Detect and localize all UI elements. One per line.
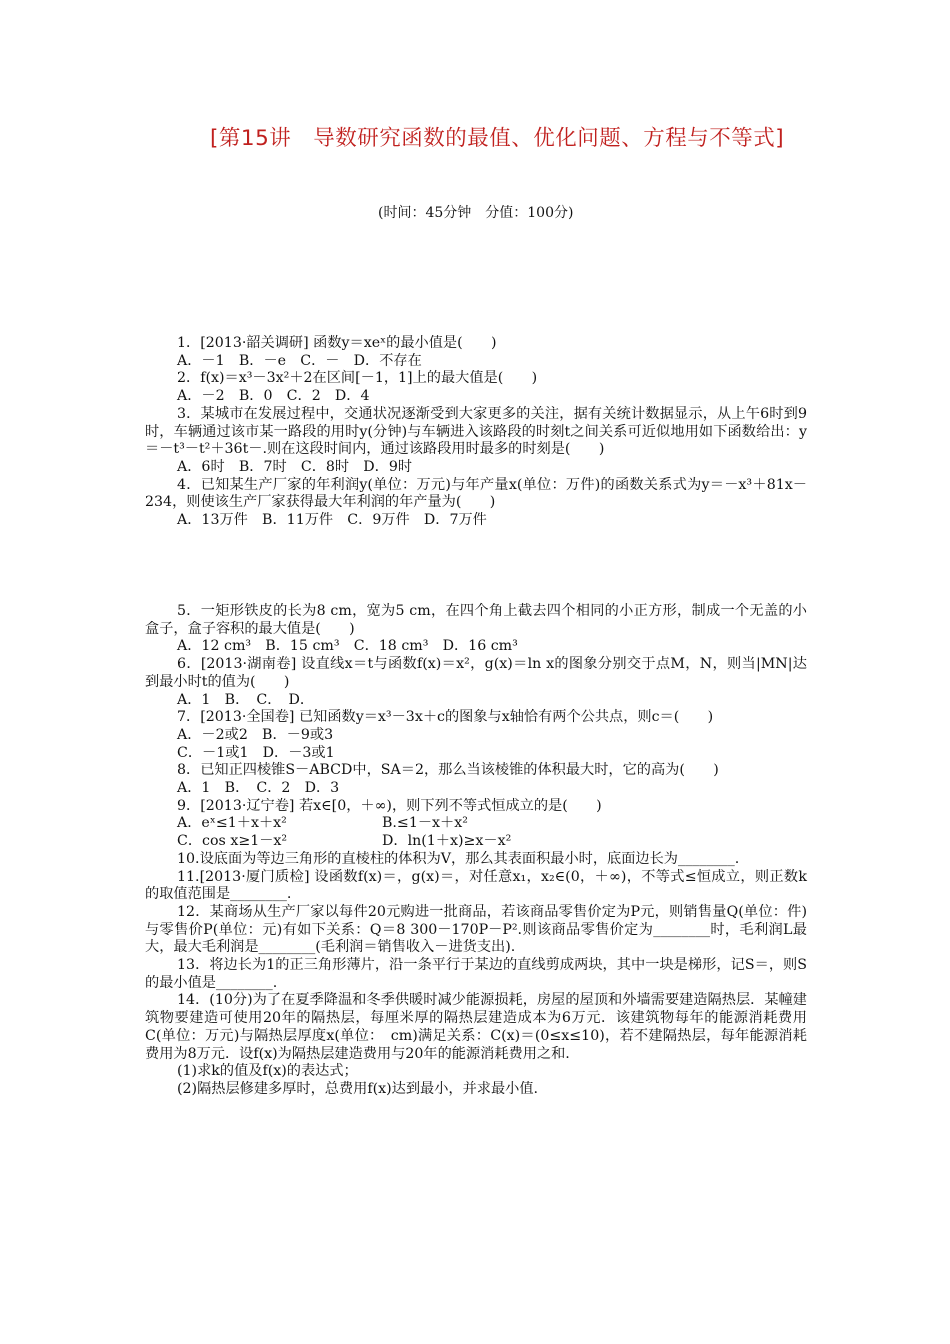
question-6: 6．[2013·湖南卷] 设直线x＝t与函数f(x)＝x²，g(x)＝ln x的图象分别交于点M，N，则当|MN|达到最小时t的值为( ) bbox=[145, 656, 807, 690]
question-9-option-d: D．ln(1＋x)≥x－x² bbox=[382, 833, 512, 850]
question-4-options: A．13万件 B．11万件 C．9万件 D．7万件 bbox=[177, 512, 487, 529]
question-14-part-1: (1)求k的值及f(x)的表达式； bbox=[177, 1063, 358, 1080]
question-14-part-2: (2)隔热层修建多厚时，总费用f(x)达到最小，并求最小值. bbox=[177, 1080, 539, 1097]
time-score-info: (时间：45分钟 分值：100分) bbox=[378, 205, 574, 221]
page-title: [第15讲 导数研究函数的最值、优化问题、方程与不等式] bbox=[210, 126, 785, 151]
question-2: 2．f(x)＝x³－3x²＋2在区间[－1，1]上的最大值是( ) bbox=[177, 370, 538, 387]
question-11: 11.[2013·厦门质检] 设函数f(x)＝，g(x)＝，对任意x₁，x₂∈(0，＋∞)，不等式≤恒成立，则正数k的取值范围是________. bbox=[145, 868, 807, 903]
question-9: 9．[2013·辽宁卷] 若x∈[0，＋∞)，则下列不等式恒成立的是( ) bbox=[177, 797, 602, 814]
questions-part-1 bbox=[145, 335, 807, 530]
question-1: 1．[2013·韶关调研] 函数y＝xeˣ的最小值是( ) bbox=[177, 335, 497, 351]
question-1-options: A．－1 B．－e C．－ D．不存在 bbox=[177, 352, 422, 369]
question-7: 7．[2013·全国卷] 已知函数y＝x³－3x＋c的图象与x轴恰有两个公共点，则c＝( ) bbox=[177, 709, 714, 726]
question-2-options: A．－2 B．0 C．2 D．4 bbox=[177, 388, 370, 405]
question-7-options-cd: C．－1或1 D．－3或1 bbox=[177, 744, 335, 761]
question-4: 4．已知某生产厂家的年利润y(单位：万元)与年产量x(单位：万件)的函数关系式为y＝－x³＋81x－234，则使该生产厂家获得最大年利润的年产量为( ) bbox=[145, 476, 807, 511]
question-9-option-a: A．eˣ≤1＋x＋x² bbox=[177, 815, 287, 832]
question-9-options-ab bbox=[145, 815, 807, 833]
question-14: 14．(10分)为了在夏季降温和冬季供暖时减少能源损耗，房屋的屋顶和外墙需要建造隔热层．某幢建筑物要建造可使用20年的隔热层，每厘米厚的隔热层建造成本为6万元．该建筑物每年的能源消耗费用C(单位：万元)与隔热层厚度x(单位： cm)满足关系：C(x)＝(0≤x≤10)，若不建隔热层，每年能源消耗费用为8万元．设f(x)为隔热层建造费用与20年的能源消耗费用之和. bbox=[145, 992, 807, 1062]
question-5-options: A．12 cm³ B．15 cm³ C．18 cm³ D．16 cm³ bbox=[177, 638, 518, 655]
question-5: 5．一矩形铁皮的长为8 cm，宽为5 cm，在四个角上截去四个相同的小正方形，制成一个无盖的小盒子，盒子容积的最大值是( ) bbox=[145, 603, 807, 637]
question-6-options: A．1 B． C． D． bbox=[177, 691, 315, 708]
question-9-options-cd bbox=[145, 833, 807, 851]
question-8: 8．已知正四棱锥S－ABCD中，SA＝2，那么当该棱锥的体积最大时，它的高为( ) bbox=[177, 762, 719, 779]
question-8-options: A．1 B． C．2 D．3 bbox=[177, 780, 340, 797]
question-3-options: A．6时 B．7时 C．8时 D．9时 bbox=[177, 458, 413, 475]
question-13: 13．将边长为1的正三角形薄片，沿一条平行于某边的直线剪成两块，其中一块是梯形，记S＝，则S的最小值是________. bbox=[145, 957, 807, 991]
questions-part-2 bbox=[145, 603, 807, 1099]
question-9-option-b: B.≤1－x＋x² bbox=[382, 815, 468, 832]
question-3: 3．某城市在发展过程中，交通状况逐渐受到大家更多的关注，据有关统计数据显示，从上午6时到9时，车辆通过该市某一路段的用时y(分钟)与车辆进入该路段的时刻t之间关系可近似地用如下函数给出：y＝－t³－t²＋36t－.则在这段时间内，通过该路段用时最多的时刻是( ) bbox=[145, 405, 807, 458]
question-7-options-ab: A．－2或2 B．－9或3 bbox=[177, 726, 334, 743]
question-10: 10.设底面为等边三角形的直棱柱的体积为V，那么其表面积最小时，底面边长为________. bbox=[177, 850, 740, 867]
question-9-option-c: C．cos x≥1－x² bbox=[177, 833, 288, 850]
question-12: 12．某商场从生产厂家以每件20元购进一批商品，若该商品零售价定为P元，则销售量Q(单位：件)与零售价P(单位：元)有如下关系：Q＝8 300－170P－P².则该商品零售价定为________时，毛利润L最大，最大毛利润是________(毛利润＝销售收入－进货支出). bbox=[145, 903, 807, 956]
